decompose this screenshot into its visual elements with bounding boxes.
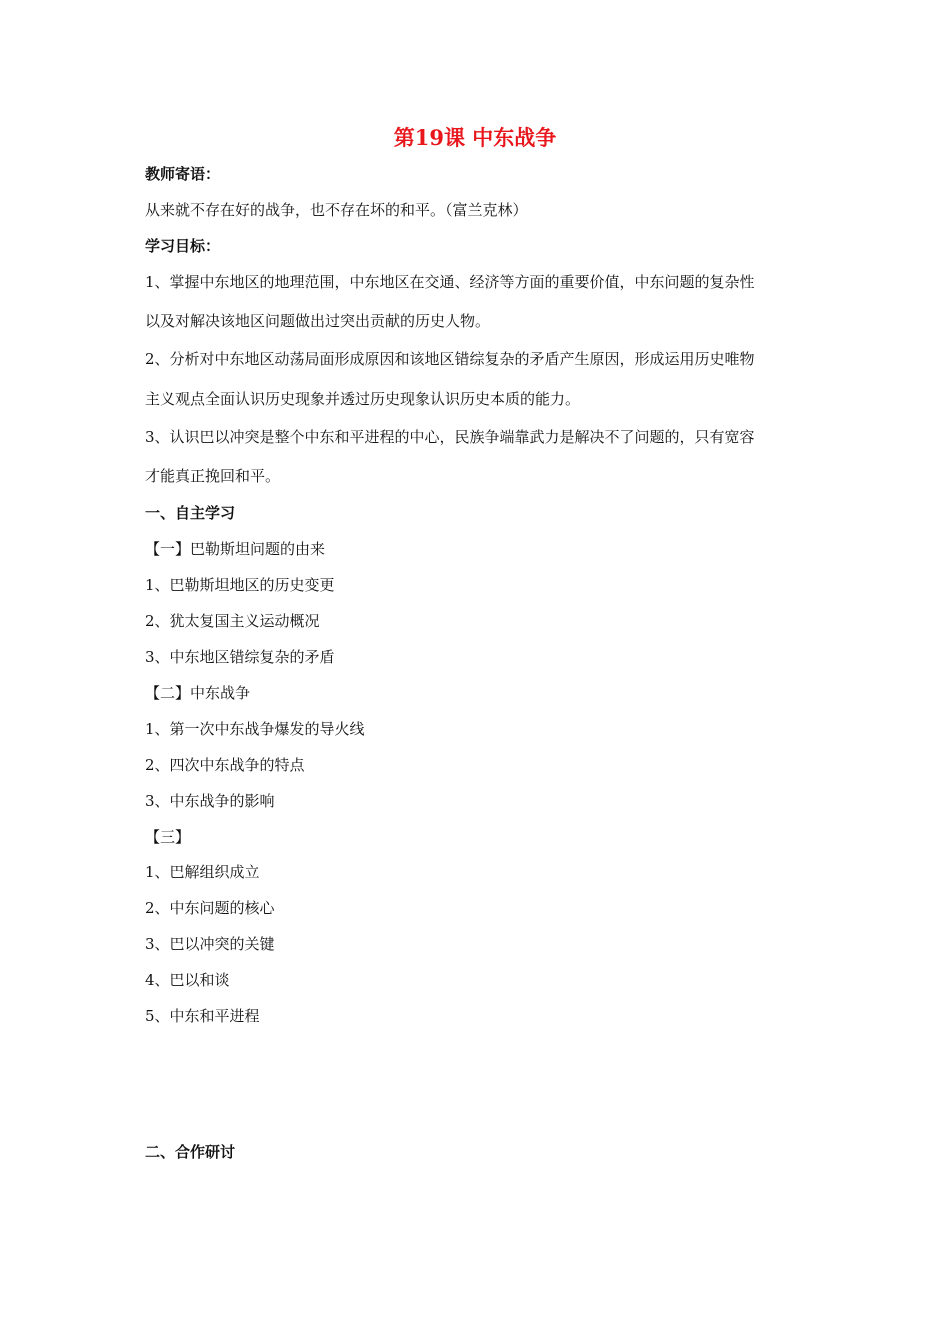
list-item: 4、巴以和谈 — [145, 971, 230, 989]
list-item: 1、巴解组织成立 — [145, 863, 260, 881]
self-study-heading: 一、自主学习 — [145, 504, 236, 522]
list-item: 1、第一次中东战争爆发的导火线 — [145, 720, 365, 738]
teacher-words-quote: 从来就不存在好的战争，也不存在坏的和平。（富兰克林） — [145, 201, 528, 219]
list-item: 3、中东地区错综复杂的矛盾 — [145, 648, 335, 666]
objective-3-line-1: 3、认识巴以冲突是整个中东和平进程的中心，民族争端靠武力是解决不了问题的，只有宽容 — [145, 428, 755, 446]
section-label: 【三】 — [145, 828, 191, 846]
list-item: 2、四次中东战争的特点 — [145, 756, 305, 774]
objective-2-line-2: 主义观点全面认识历史现象并透过历史现象认识历史本质的能力。 — [145, 390, 581, 408]
objectives-heading: 学习目标： — [145, 237, 221, 255]
objective-3-line-2: 才能真正挽回和平。 — [145, 467, 281, 485]
teacher-words-heading: 教师寄语： — [145, 165, 221, 183]
list-item: 1、巴勒斯坦地区的历史变更 — [145, 576, 335, 594]
section-label: 【二】中东战争 — [145, 684, 251, 702]
list-item: 2、中东问题的核心 — [145, 899, 275, 917]
page-title: 第19课 中东战争 — [393, 125, 557, 150]
objective-1-line-2: 以及对解决该地区问题做出过突出贡献的历史人物。 — [145, 312, 491, 330]
list-item: 3、中东战争的影响 — [145, 792, 275, 810]
objective-1-line-1: 1、掌握中东地区的地理范围，中东地区在交通、经济等方面的重要价值，中东问题的复杂性 — [145, 273, 755, 291]
list-item: 5、中东和平进程 — [145, 1007, 260, 1025]
list-item: 3、巴以冲突的关键 — [145, 935, 275, 953]
cooperation-heading: 二、合作研讨 — [145, 1143, 236, 1161]
list-item: 2、犹太复国主义运动概况 — [145, 612, 320, 630]
objective-2-line-1: 2、分析对中东地区动荡局面形成原因和该地区错综复杂的矛盾产生原因，形成运用历史唯物 — [145, 350, 755, 368]
section-label: 【一】巴勒斯坦问题的由来 — [145, 540, 326, 558]
